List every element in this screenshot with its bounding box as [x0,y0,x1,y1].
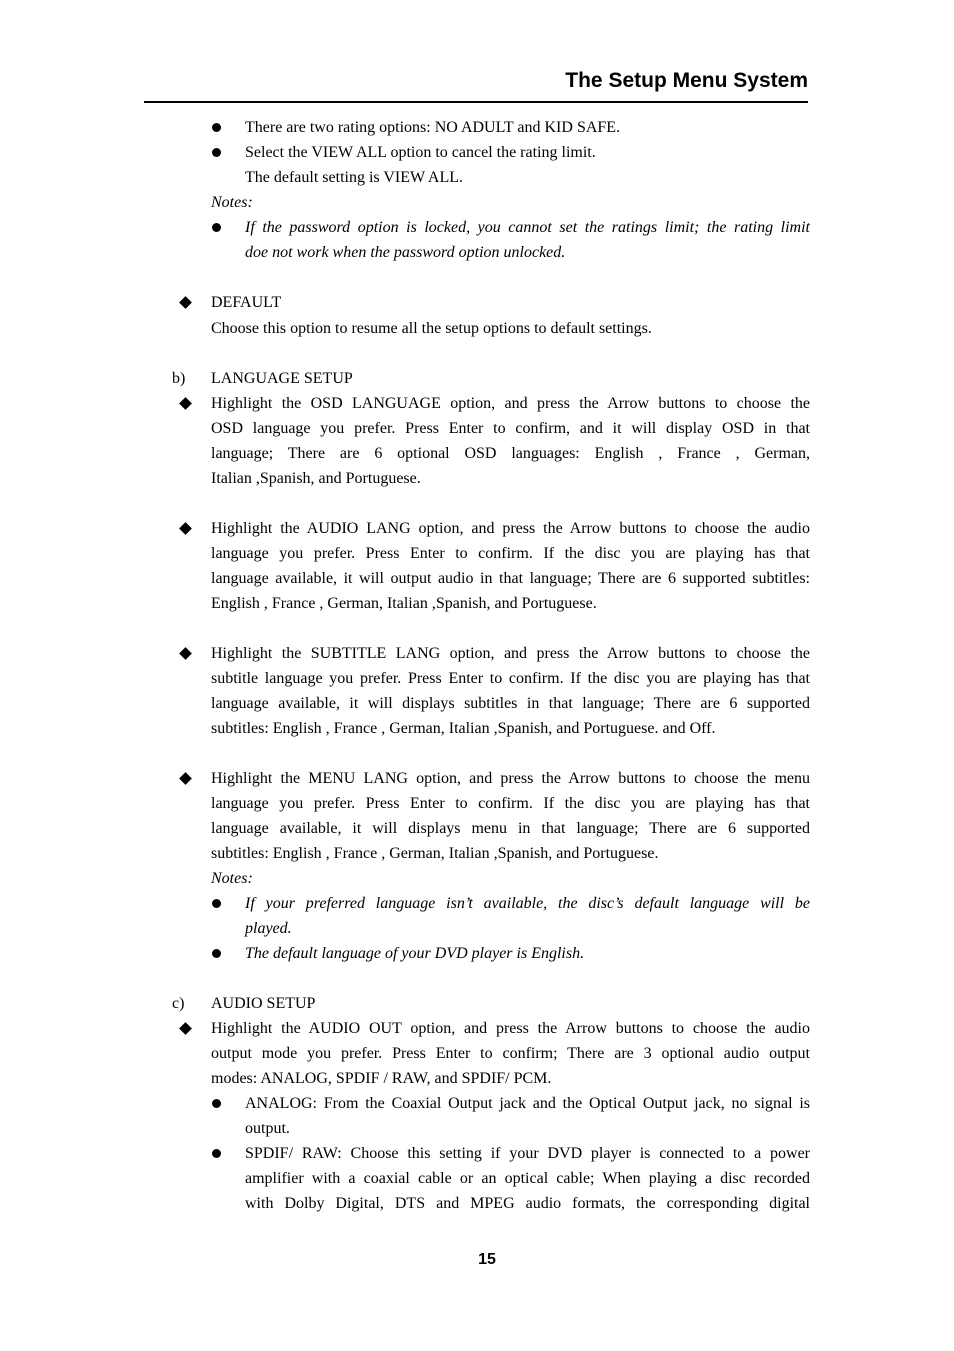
audio-out-paragraph-line: output mode you prefer. Press Enter to confirm; There are 3 optional audio output [211,1045,810,1062]
audio-lang-paragraph-line: English , France , German, Italian ,Spanish, and Portuguese. [211,595,597,612]
menu-lang-paragraph-line: language available, it will displays menu in that language; There are 6 supported [211,820,810,837]
osd-paragraph-line: Italian ,Spanish, and Portuguese. [211,470,421,487]
diamond-bullet-icon [179,522,192,535]
audio-lang-paragraph-line: language you prefer. Press Enter to confirm. If the disc you are playing has that [211,545,810,562]
notes-label: Notes: [211,194,253,211]
rating-bullet-1: There are two rating options: NO ADULT and KID SAFE. [245,119,621,136]
audio-lang-paragraph-line: language available, it will output audio in that language; There are 6 supported subtitles: [211,570,810,587]
language-setup-title: LANGUAGE SETUP [211,370,353,387]
section-marker: b) [172,370,186,387]
default-text: Choose this option to resume all the setup options to default settings. [211,320,652,337]
rating-bullet-2-continued: The default setting is VIEW ALL. [245,169,464,186]
rating-bullet-2: Select the VIEW ALL option to cancel the rating limit. [245,144,596,161]
diamond-bullet-icon [179,1022,192,1035]
bullet-dot [212,1099,221,1108]
subtitle-lang-paragraph-line: language available, it will displays subtitles in that language; There are 6 supported [211,695,810,712]
analog-line: ANALOG: From the Coaxial Output jack and the Optical Output jack, no signal is [245,1095,810,1112]
page-number: 15 [478,1251,496,1268]
spdif-raw-line: with Dolby Digital, DTS and MPEG audio formats, the corresponding digital [245,1195,810,1212]
audio-out-paragraph-line: modes: ANALOG, SPDIF / RAW, and SPDIF/ PCM. [211,1070,552,1087]
language-note-line: played. [245,920,292,937]
audio-out-paragraph-line: Highlight the AUDIO OUT option, and press the Arrow buttons to choose the audio [211,1020,810,1037]
section-marker: c) [172,995,185,1012]
rating-note-line: doe not work when the password option unlocked. [245,244,566,261]
language-note-line: If your preferred language isn’t available, the disc’s default language will be [245,895,810,912]
diamond-bullet-icon [179,647,192,660]
analog-line: output. [245,1120,290,1137]
subtitle-lang-paragraph-line: Highlight the SUBTITLE LANG option, and press the Arrow buttons to choose the [211,645,810,662]
osd-paragraph-line: Highlight the OSD LANGUAGE option, and press the Arrow buttons to choose the [211,395,810,412]
menu-lang-paragraph-line: subtitles: English , France , German, Italian ,Spanish, and Portuguese. [211,845,659,862]
bullet-dot [212,1149,221,1158]
diamond-bullet-icon [179,397,192,410]
diamond-bullet-icon [179,296,192,309]
osd-paragraph-line: language; There are 6 optional OSD languages: English , France , German, [211,445,810,462]
bullet-dot [212,148,221,157]
diamond-bullet-icon [179,772,192,785]
spdif-raw-line: amplifier with a coaxial cable or an optical cable; When playing a disc recorded [245,1170,810,1187]
bullet-dot [212,123,221,132]
bullet-dot [212,949,221,958]
page-header-title: The Setup Menu System [565,69,808,92]
audio-lang-paragraph-line: Highlight the AUDIO LANG option, and press the Arrow buttons to choose the audio [211,520,810,537]
rating-note-line: If the password option is locked, you cannot set the ratings limit; the rating limit [245,219,810,236]
bullet-dot [212,223,221,232]
subtitle-lang-paragraph-line: subtitles: English , France , German, Italian ,Spanish, and Portuguese. and Off. [211,720,716,737]
audio-setup-title: AUDIO SETUP [211,995,316,1012]
bullet-dot [212,899,221,908]
subtitle-lang-paragraph-line: subtitle language you prefer. Press Enter to confirm. If the disc you are playing has that [211,670,810,687]
menu-lang-paragraph-line: Highlight the MENU LANG option, and press the Arrow buttons to choose the menu [211,770,810,787]
spdif-raw-line: SPDIF/ RAW: Choose this setting if your DVD player is connected to a power [245,1145,810,1162]
menu-lang-paragraph-line: language you prefer. Press Enter to confirm. If the disc you are playing has that [211,795,810,812]
notes-label: Notes: [211,870,253,887]
osd-paragraph-line: OSD language you prefer. Press Enter to confirm, and it will display OSD in that [211,420,810,437]
default-title: DEFAULT [211,294,282,311]
language-note-line: The default language of your DVD player is English. [245,945,585,962]
header-rule [144,101,808,103]
